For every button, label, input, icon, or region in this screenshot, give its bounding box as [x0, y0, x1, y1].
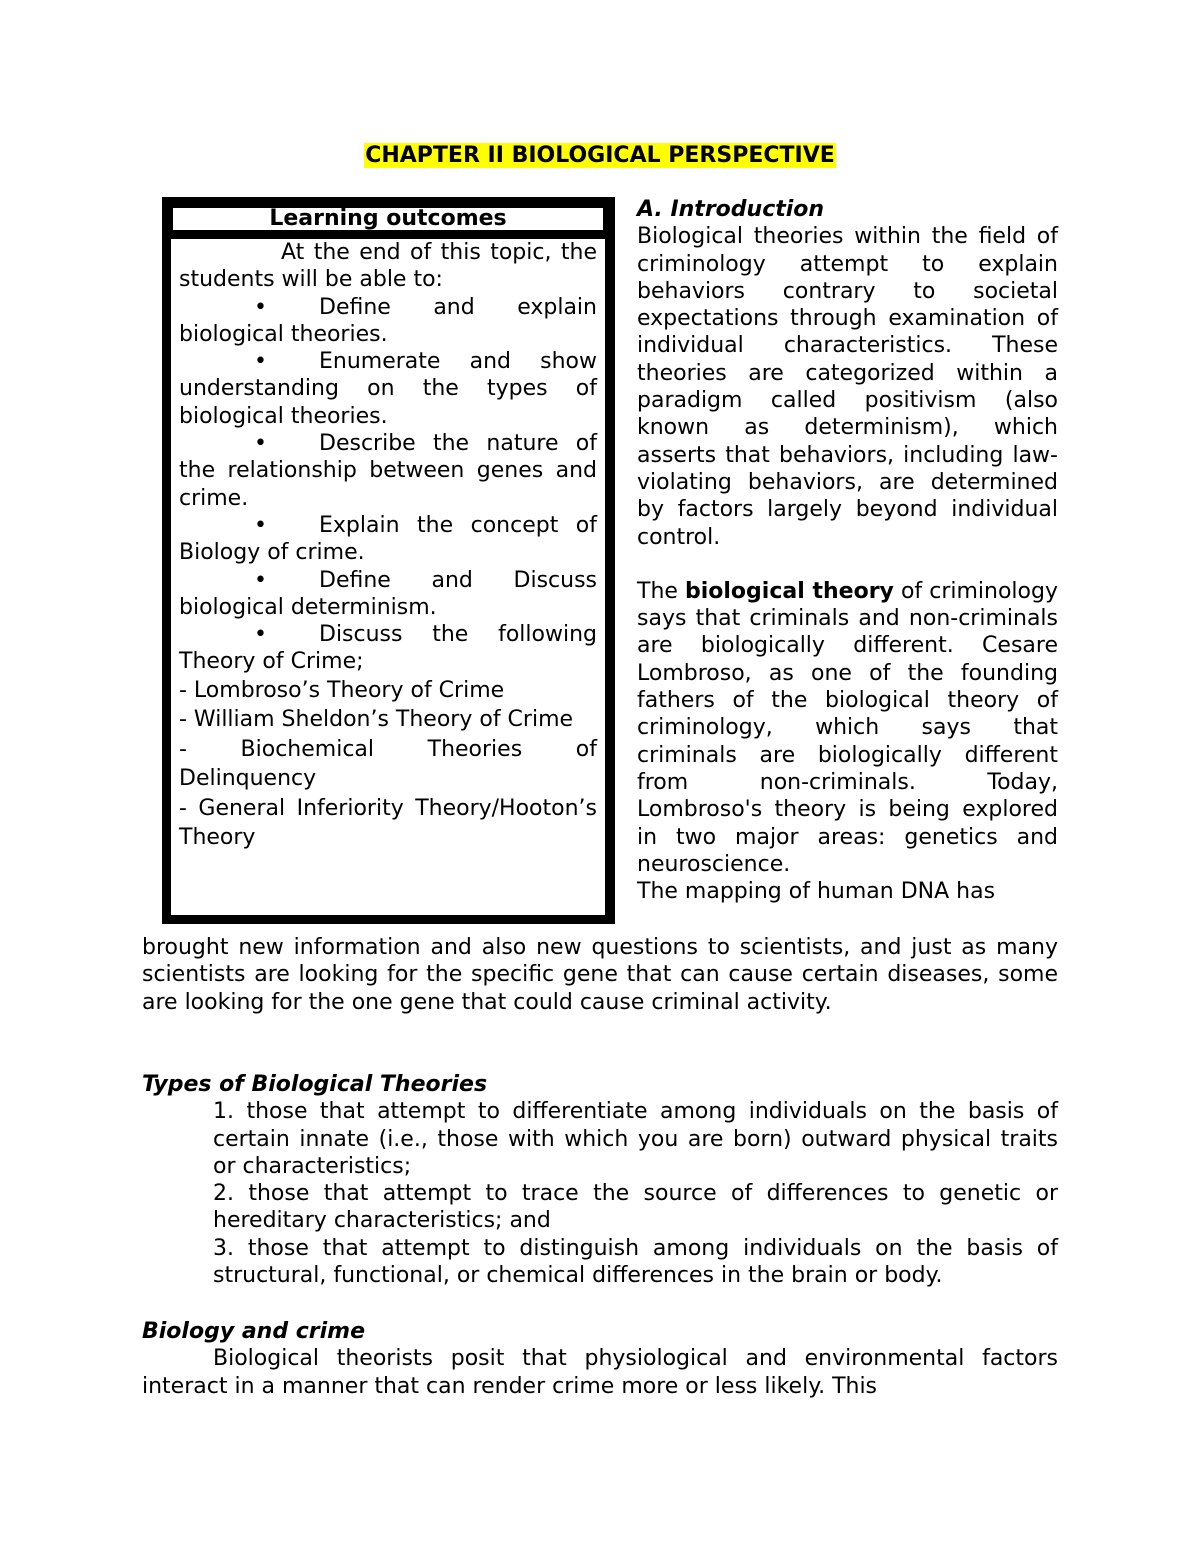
outcome-text: Enumerate and show understanding on the types of biological theories.	[179, 349, 597, 429]
introduction-continuation	[142, 934, 1058, 1016]
paragraph-spacer	[637, 551, 1058, 578]
types-section	[142, 1071, 1058, 1289]
types-list-item: 1. those that attempt to differentiate among individuals on the basis of certain innate (i.e., those with which you are born) outward physical traits or characteristics;	[213, 1099, 1058, 1179]
outcome-item	[179, 512, 597, 567]
p2-lead: The	[637, 578, 678, 604]
types-heading: Types of Biological Theories	[142, 1072, 488, 1097]
bullet-icon: •	[254, 567, 267, 593]
outcome-text: Describe the nature of the relationship between genes and crime.	[179, 431, 597, 511]
biology-crime-heading: Biology and crime	[142, 1319, 366, 1344]
introduction-paragraph-1: Biological theories within the field of criminology attempt to explain behaviors contrary to societal expectations through examination of individual characteristics. These theories are categorized within a paradigm called positivism (also known as determinism), which asserts that behaviors, including law-violating behaviors, are determined by factors largely beyond individual control.	[637, 224, 1058, 550]
introduction-heading: A. Introduction	[637, 197, 825, 222]
bullet-icon: •	[254, 622, 267, 648]
p2-body: of criminology says that criminals and non-criminals are biologically different. Cesare Lombroso, as one of the founding fathers of the biological theory of criminology, which says that criminals are biologically different from non-criminals. Today, Lombroso's theory is being explored in two major areas: genetics and neuroscience.	[637, 578, 1058, 877]
outcome-item	[179, 430, 597, 512]
introduction-paragraph-3-rest: brought new information and also new questions to scientists, and just as many scientists are looking for the specific gene that can cause certain diseases, some are looking for the one gene that could cause criminal activity.	[142, 935, 1058, 1015]
theory-sub-item: - Biochemical Theories of Delinquency	[179, 736, 597, 792]
chapter-title	[0, 141, 1200, 171]
learning-outcomes-intro: At the end of this topic, the students will be able to:	[179, 240, 597, 293]
introduction-paragraph-2	[637, 578, 1058, 878]
outcome-item	[179, 621, 597, 676]
bullet-icon: •	[254, 294, 267, 320]
biology-crime-section	[142, 1318, 1058, 1400]
types-list-item: 2. those that attempt to trace the source of differences to genetic or hereditary characteristics; and	[213, 1181, 1058, 1234]
learning-outcomes-body	[171, 239, 605, 915]
learning-outcomes-heading: Learning outcomes	[173, 208, 603, 230]
theory-sub-item: - Lombroso’s Theory of Crime	[179, 677, 505, 703]
theory-sub-item: - General Inferiority Theory/Hooton’s Theory	[179, 795, 597, 851]
chapter-title-text: CHAPTER II BIOLOGICAL PERSPECTIVE	[365, 143, 835, 168]
introduction-paragraph-3-start: The mapping of human DNA has	[637, 879, 996, 905]
bullet-icon: •	[254, 431, 267, 457]
types-list-item: 3. those that attempt to distinguish among individuals on the basis of structural, functional, or chemical differences in the brain or body.	[213, 1235, 1058, 1289]
bullet-icon: •	[254, 512, 267, 538]
outcome-text: Explain the concept of Biology of crime.	[179, 512, 597, 566]
outcome-text: Discuss the following Theory of Crime;	[179, 622, 597, 675]
outcome-item	[179, 294, 597, 349]
bullet-icon: •	[254, 349, 267, 375]
learning-outcomes-box	[162, 197, 615, 924]
outcome-text: Define and explain biological theories.	[179, 294, 597, 347]
introduction-column	[637, 196, 1058, 905]
biological-theory-emphasis: biological theory	[684, 578, 894, 604]
theory-sub-item: - William Sheldon’s Theory of Crime	[179, 707, 574, 733]
outcome-text: Define and Discuss biological determinism.	[179, 567, 597, 620]
outcome-item	[179, 567, 597, 622]
biology-crime-paragraph: Biological theorists posit that physiological and environmental factors interact in a manner that can render crime more or less likely. This	[142, 1346, 1058, 1399]
outcome-item	[179, 348, 597, 430]
